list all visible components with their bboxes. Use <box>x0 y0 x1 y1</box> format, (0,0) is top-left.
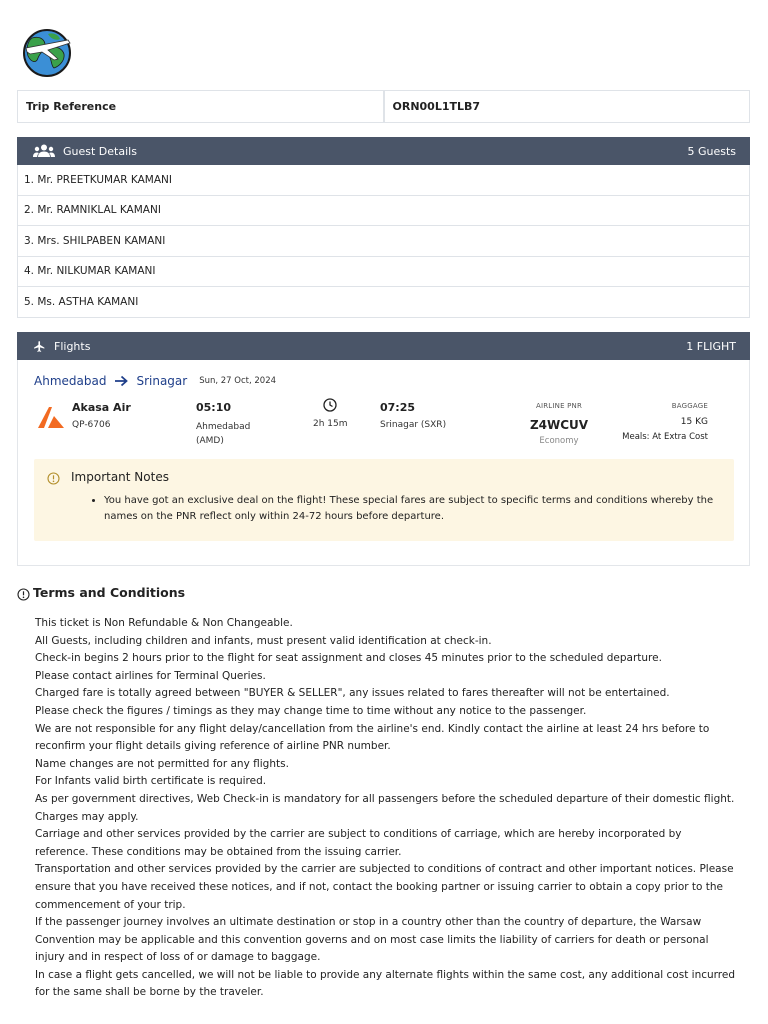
notes-list <box>104 493 724 524</box>
airline-pnr-value: Z4WCUV <box>529 418 589 432</box>
alert-icon <box>17 586 30 599</box>
guest-row: 2. Mr. RAMNIKLAL KAMANI <box>18 196 749 227</box>
terms-item: Transportation and other services provided by the carrier are subjected to conditions of contract and other important notices. Please ensure that you have received these notices, and if not, contact the booking partner or issuing carrier to obtain a copy prior to the commencement of your trip. <box>35 863 734 911</box>
terms-item: We are not responsible for any flight delay/cancellation from the airline's end. Kindly contact the airline at least 24 hrs before to reconfirm your flight details giving reference of airline PNR number. <box>35 722 710 753</box>
terms-item: Please check the figures / timings as they may change time to time without any notice to the passenger. <box>35 704 587 717</box>
important-notes <box>34 459 734 541</box>
flight-count: 1 FLIGHT <box>686 339 736 353</box>
terms-item: Check-in begins 2 hours prior to the flight for seat assignment and closes 45 minutes prior to the scheduled departure. <box>35 652 662 665</box>
akasa-air-logo-icon <box>36 404 66 430</box>
trip-reference-label: Trip Reference <box>26 100 117 113</box>
flight-details <box>17 360 750 566</box>
flights-header <box>17 332 750 360</box>
flight-date: Sun, 27 Oct, 2024 <box>199 376 277 386</box>
trip-reference-value: ORN00L1TLB7 <box>383 91 750 122</box>
flight-number: QP-6706 <box>72 420 111 430</box>
airline-pnr-label: AIRLINE PNR <box>535 402 583 410</box>
terms-item: Name changes are not permitted for any flights. <box>35 757 289 770</box>
guest-details-title: Guest Details <box>63 144 137 158</box>
terms-title: Terms and Conditions <box>33 585 186 600</box>
trip-reference-table <box>17 90 750 123</box>
airline-name: Akasa Air <box>72 401 131 414</box>
flight-duration: 2h 15m <box>313 419 348 429</box>
departure-time: 05:10 <box>196 401 232 414</box>
terms-list <box>35 615 735 1002</box>
info-icon <box>47 470 60 483</box>
note-item: • You have got an exclusive deal on the flight! These special fares are subject to specific terms and conditions whereby the names on the PNR reflect only within 24-72 hours before departure. <box>104 493 724 524</box>
terms-item: If the passenger journey involves an ultimate destination or stop in a country other than the country of departure, the Warsaw Convention may be applicable and this convention governs and on most case limits the liability of carriers for death or personal injury and in respect of loss of or damage to baggage. <box>35 916 709 964</box>
arrival-time: 07:25 <box>380 401 416 414</box>
flight-route <box>34 374 276 388</box>
guest-row: 3. Mrs. SHILPABEN KAMANI <box>18 226 749 257</box>
cabin-class: Economy <box>539 436 579 446</box>
terms-item: All Guests, including children and infants, must present valid identification at check-in. <box>35 634 492 647</box>
guest-list <box>17 165 750 318</box>
route-destination: Srinagar <box>136 374 188 388</box>
guest-row: 5. Ms. ASTHA KAMANI <box>18 287 749 318</box>
route-origin: Ahmedabad <box>34 374 107 388</box>
globe-airplane-icon <box>18 26 76 78</box>
important-notes-title: Important Notes <box>71 470 169 484</box>
guest-details-header <box>17 137 750 165</box>
terms-item: In case a flight gets cancelled, we will not be liable to provide any alternate flights within the same cost, any additional cost incurred for the same shall be borne by the traveler. <box>35 968 735 999</box>
guest-row: 4. Mr. NILKUMAR KAMANI <box>18 257 749 288</box>
airplane-icon <box>33 340 46 353</box>
departure-airport: Ahmedabad (AMD) <box>196 422 251 446</box>
guest-count: 5 Guests <box>687 144 736 158</box>
terms-item: Charged fare is totally agreed between "BUYER & SELLER", any issues related to fares thereafter will not be entertained. <box>35 687 670 700</box>
arrival-airport: Srinagar (SXR) <box>380 420 447 430</box>
flights-title: Flights <box>54 339 91 353</box>
baggage-label: BAGGAGE <box>671 402 708 410</box>
terms-item: This ticket is Non Refundable & Non Changeable. <box>35 617 293 629</box>
terms-item: Please contact airlines for Terminal Queries. <box>35 669 266 682</box>
guest-row: 1. Mr. PREETKUMAR KAMANI <box>18 165 749 196</box>
terms-item: Carriage and other services provided by the carrier are subject to conditions of carriage, which are hereby incorporated by reference. These conditions may be obtained from the issuing carrier. <box>35 828 682 858</box>
meals-info: Meals: At Extra Cost <box>622 432 708 442</box>
guests-icon <box>33 144 55 158</box>
terms-item: For Infants valid birth certificate is required. <box>35 775 267 788</box>
baggage-value: 15 KG <box>680 417 708 427</box>
terms-item: As per government directives, Web Check-in is mandatory for all passengers before the scheduled departure of their domestic flight. Charges may apply. <box>35 792 735 823</box>
arrow-right-icon <box>114 375 128 387</box>
clock-icon <box>322 397 338 413</box>
